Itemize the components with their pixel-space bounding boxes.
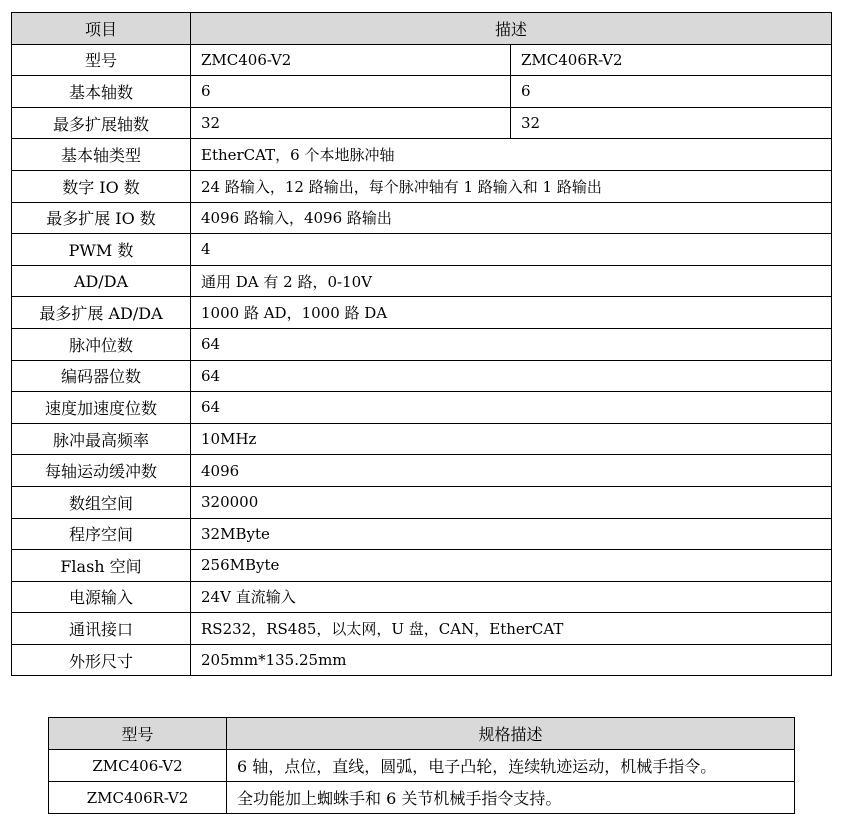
row-label: 编码器位数: [12, 360, 191, 392]
table-row: [12, 328, 832, 360]
row-value: 4: [191, 234, 832, 266]
row-value-v1: 32: [191, 107, 511, 139]
row-value: 24V 直流输入: [191, 581, 832, 613]
model-name: ZMC406R-V2: [49, 782, 227, 814]
table-row: [12, 644, 832, 676]
row-value: 10MHz: [191, 423, 832, 455]
table-row: [12, 265, 832, 297]
row-label: 每轴运动缓冲数: [12, 455, 191, 487]
row-value-v2: 32: [511, 107, 832, 139]
model-v1-value: ZMC406-V2: [191, 44, 511, 76]
row-label: 最多扩展 IO 数: [12, 202, 191, 234]
row-label: 数组空间: [12, 486, 191, 518]
row-value: 1000 路 AD，1000 路 DA: [191, 297, 832, 329]
row-value: 320000: [191, 486, 832, 518]
table-row: [12, 423, 832, 455]
table-row: [12, 202, 832, 234]
header-model: 型号: [49, 718, 227, 750]
table-row: [12, 139, 832, 171]
row-label: 外形尺寸: [12, 644, 191, 676]
table-row: [12, 234, 832, 266]
model-name: ZMC406-V2: [49, 750, 227, 782]
row-label: 最多扩展 AD/DA: [12, 297, 191, 329]
row-label: 电源输入: [12, 581, 191, 613]
table-row: [12, 392, 832, 424]
table-row: [12, 297, 832, 329]
table-row: [12, 455, 832, 487]
spec-header-row: [12, 13, 832, 45]
header-spec: 规格描述: [227, 718, 795, 750]
model-v2-value: ZMC406R-V2: [511, 44, 832, 76]
row-value: 64: [191, 328, 832, 360]
row-value: 4096: [191, 455, 832, 487]
row-value-v2: 6: [511, 76, 832, 108]
table-row: [12, 613, 832, 645]
table-row: [12, 170, 832, 202]
row-value: 256MByte: [191, 550, 832, 582]
row-label: 基本轴类型: [12, 139, 191, 171]
table-row: [12, 550, 832, 582]
header-item: 项目: [12, 13, 191, 45]
table-row: [49, 782, 795, 814]
table-row: [12, 360, 832, 392]
model-table: [48, 717, 795, 814]
row-label: AD/DA: [12, 265, 191, 297]
row-label: 型号: [12, 44, 191, 76]
table-row: [12, 518, 832, 550]
row-label: 基本轴数: [12, 76, 191, 108]
row-label: 脉冲最高频率: [12, 423, 191, 455]
row-label: 数字 IO 数: [12, 170, 191, 202]
header-description: 描述: [191, 13, 832, 45]
spec-row-base-axes: [12, 76, 832, 108]
table-row: [49, 750, 795, 782]
row-value: 64: [191, 392, 832, 424]
spec-row-model: [12, 44, 832, 76]
row-value: 64: [191, 360, 832, 392]
row-value: RS232，RS485，以太网，U 盘，CAN，EtherCAT: [191, 613, 832, 645]
model-header-row: [49, 718, 795, 750]
row-value: 24 路输入，12 路输出，每个脉冲轴有 1 路输入和 1 路输出: [191, 170, 832, 202]
row-value: 205mm*135.25mm: [191, 644, 832, 676]
row-label: 最多扩展轴数: [12, 107, 191, 139]
row-value: 4096 路输入，4096 路输出: [191, 202, 832, 234]
row-value-v1: 6: [191, 76, 511, 108]
row-value: EtherCAT，6 个本地脉冲轴: [191, 139, 832, 171]
row-label: PWM 数: [12, 234, 191, 266]
table-row: [12, 581, 832, 613]
row-value: 32MByte: [191, 518, 832, 550]
model-spec: 6 轴，点位，直线，圆弧，电子凸轮，连续轨迹运动，机械手指令。: [227, 750, 795, 782]
row-label: 通讯接口: [12, 613, 191, 645]
row-label: 程序空间: [12, 518, 191, 550]
model-spec: 全功能加上蜘蛛手和 6 关节机械手指令支持。: [227, 782, 795, 814]
row-value: 通用 DA 有 2 路，0-10V: [191, 265, 832, 297]
row-label: 脉冲位数: [12, 328, 191, 360]
spec-row-max-axes: [12, 107, 832, 139]
table-row: [12, 486, 832, 518]
row-label: 速度加速度位数: [12, 392, 191, 424]
row-label: Flash 空间: [12, 550, 191, 582]
spec-table: [11, 12, 832, 676]
